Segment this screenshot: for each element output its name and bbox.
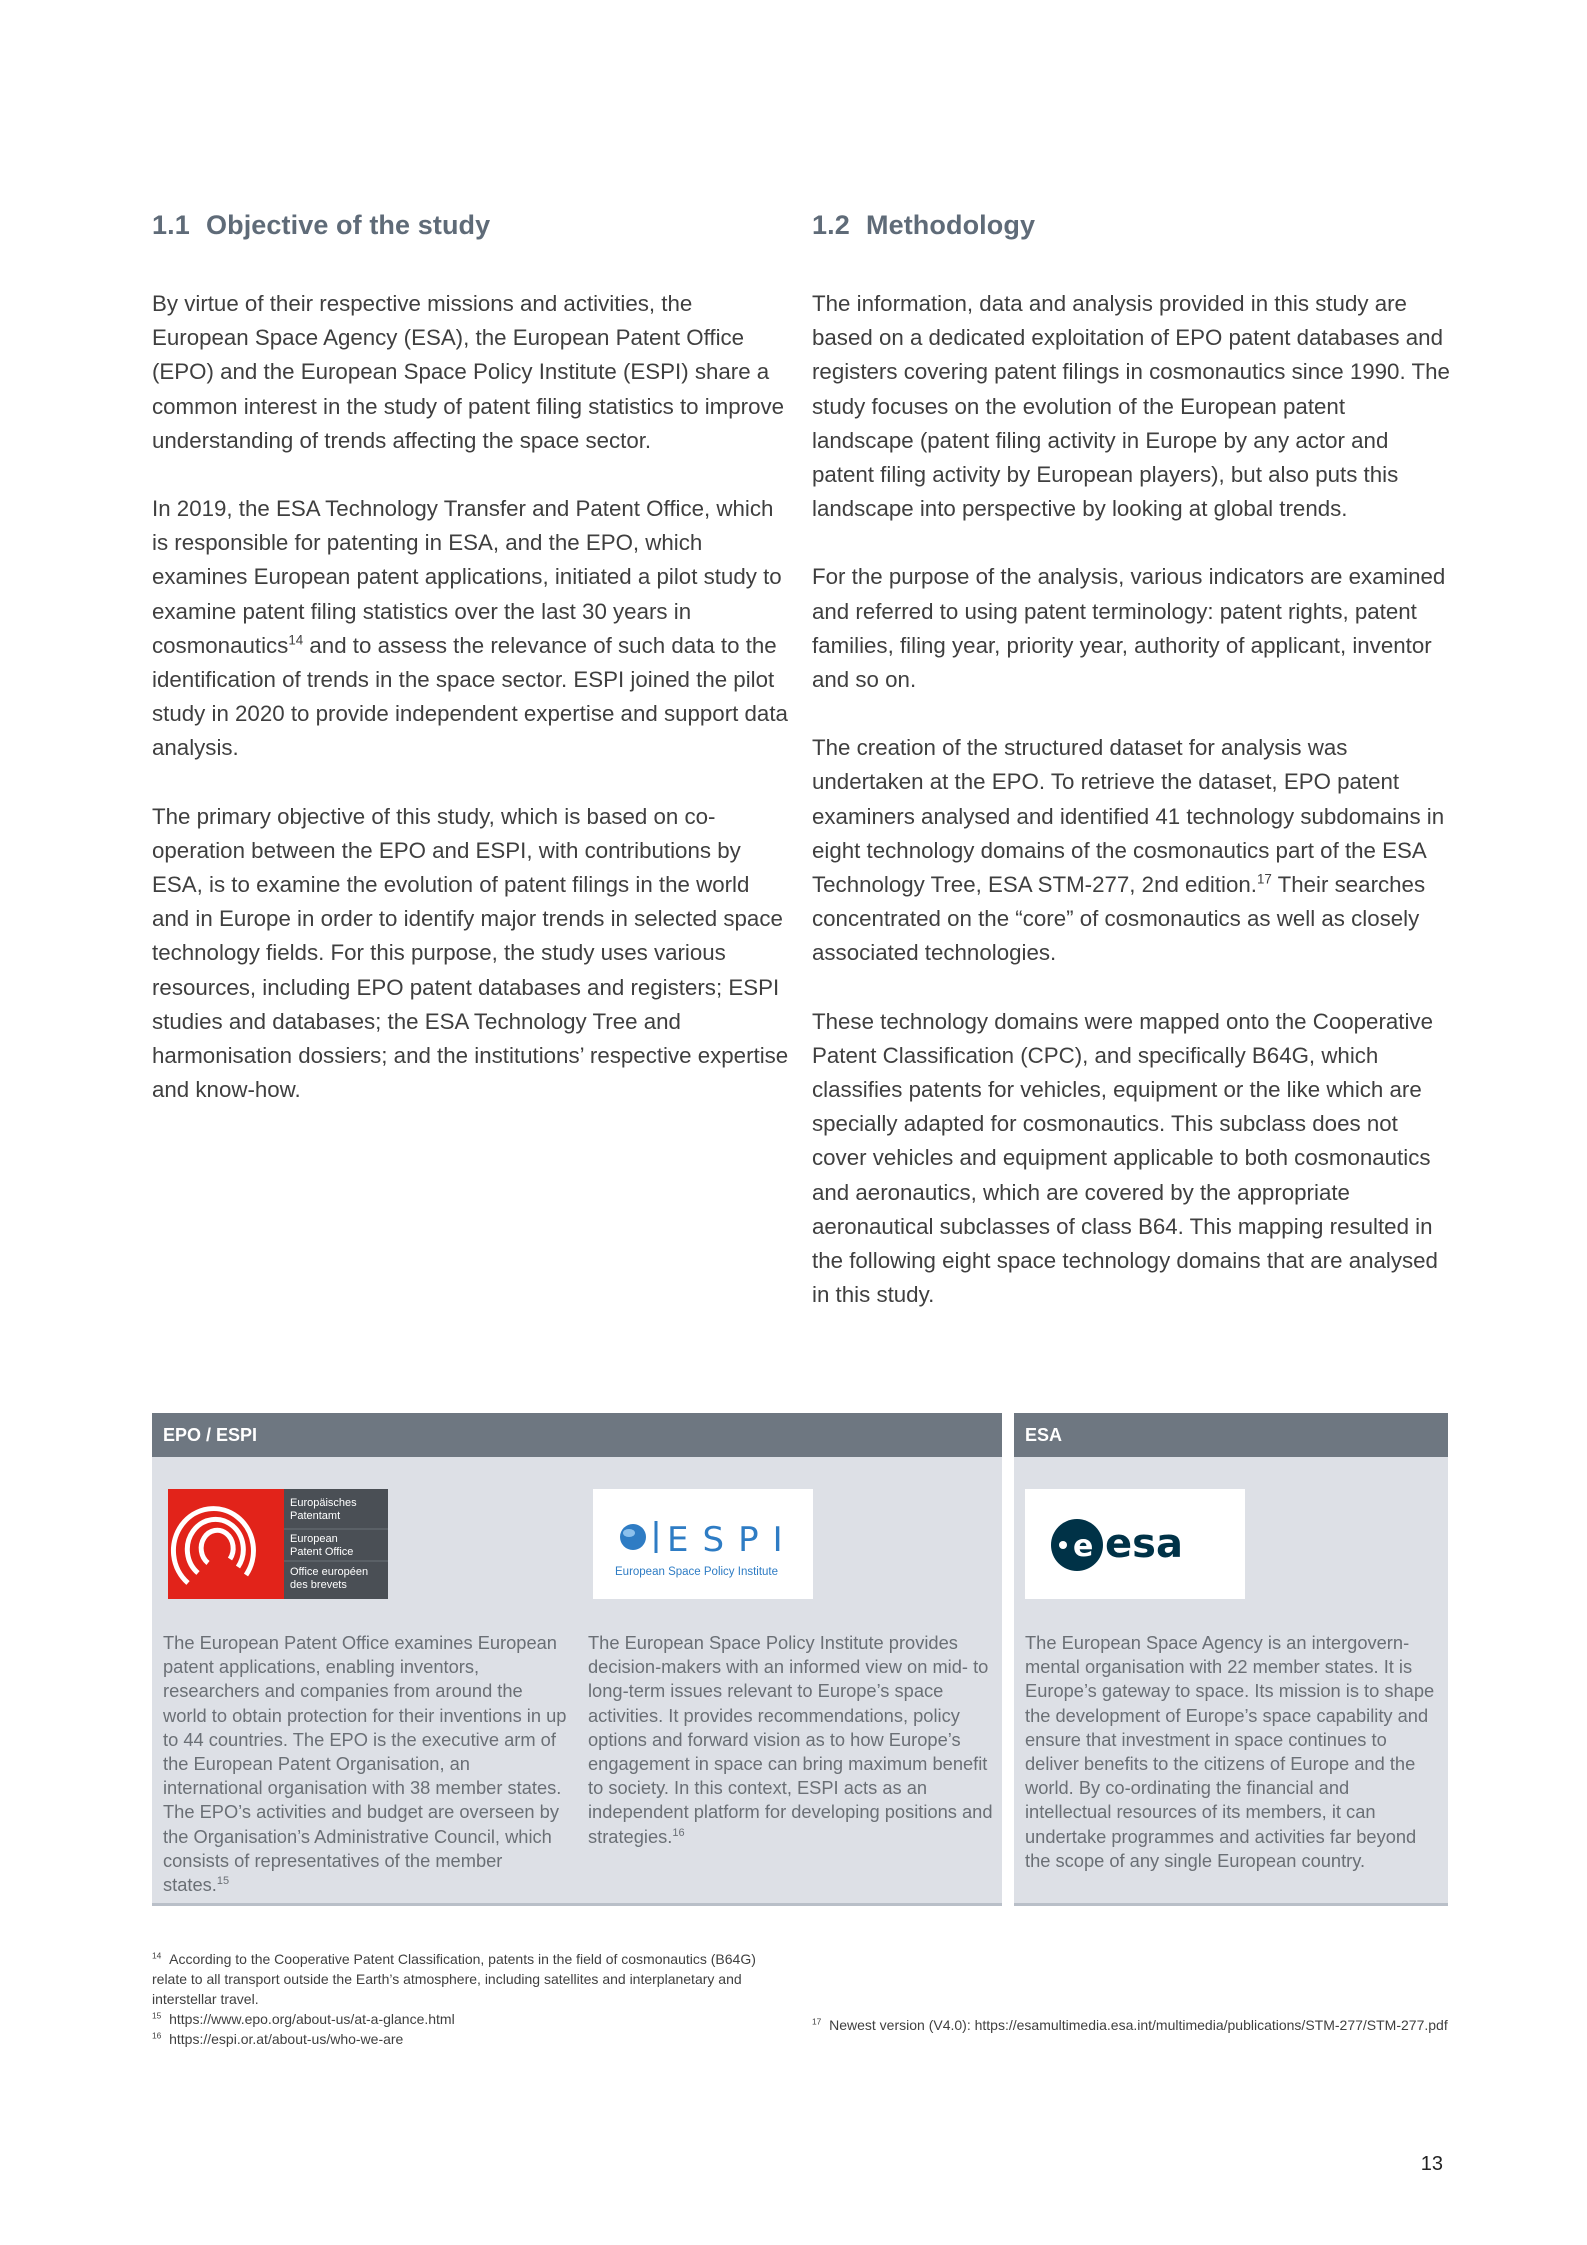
footnote-15: $^{15}$ https://www.epo.org/about-us/at-a-glance.html — [152, 2010, 455, 2027]
epo-logo-graphic — [168, 1489, 388, 1599]
esa-box — [1014, 1413, 1448, 1906]
epo-logo-line: Patent Office — [290, 1546, 354, 1558]
paragraph: By virtue of their respective missions and activities, the European Space Agency (ESA), the European Patent Office (EPO) and the European Space Policy Institute (ESPI) share a common interest in the study of patent filing statistics to improve understanding of trends affecting the space sector. — [152, 291, 785, 453]
paragraph: The information, data and analysis provided in this study are based on a dedicated exploitation of EPO patent databases and registers covering patent filings in cosmonautics since 1990. The study focuses on the evolution of the European patent landscape (patent filing activity in Europe by any actor and patent filing activity by European players), but also puts this landscape into perspective by looking at global trends. — [812, 291, 1450, 522]
footnote-14: $^{14}$ According to the Cooperative Patent Classification, patents in the field of cosmonautics (B64G) relate to all transport outside the Earth’s atmosphere, including satellites and interplanetary and interstellar travel. — [152, 1950, 756, 2007]
epo-logo — [168, 1489, 388, 1599]
esa-description: The European Space Agency is an intergovernmental organisation with 22 member states. It is Europe’s gateway to space. Its mission is to shape the development of Europe’s space capability and ensure that investment in space continues to deliver benefits to the citizens of Europe and the world. By co-ordinating the financial and intellectual resources of its members, it can undertake programmes and activities far beyond the scope of any single European country. — [1025, 1632, 1435, 1871]
section-heading-methodology: 1.2 Methodology — [812, 210, 1036, 240]
svg-text:e: e — [1073, 1529, 1094, 1564]
footnote-link[interactable]: Newest version (V4.0): https://esamultimedia.esa.int/multimedia/publications/STM-277/STM-277.pdf — [829, 2017, 1448, 2033]
epo-description: The European Patent Office examines European patent applications, enabling inventors, researchers and companies from around the world to obtain protection for their inventions in up to 44 countries. The EPO is the executive arm of the European Patent Organisation, an international organisation with 38 member states. The EPO’s activities and budget are overseen by the Organisation’s Administrative Council, which consists of representatives of the member states.$^{15}$ — [163, 1632, 567, 1896]
footnote-link[interactable]: https://espi.or.at/about-us/who-we-are — [169, 2031, 404, 2047]
globe-icon — [620, 1524, 646, 1550]
epo-logo-line: des brevets — [290, 1579, 347, 1591]
box-header-epo-espi: EPO / ESPI — [152, 1413, 1002, 1457]
paragraph: The primary objective of this study, which is based on co-operation between the EPO and ESPI, with contributions by ESA, is to examine the evolution of patent filings in the world and in Europe in order to identify major trends in selected space technology fields. For this purpose, the study uses various resources, including EPO patent databases and registers; ESPI studies and databases; the ESA Technology Tree and harmonisation dossiers; and the institutions’ respective expertise and know-how. — [152, 803, 789, 1103]
footnote-ref: 14 — [288, 632, 304, 648]
footnote-ref: 16 — [672, 1826, 685, 1839]
paragraph: For the purpose of the analysis, various indicators are examined and referred to using patent terminology: patent rights, patent families, filing year, priority year, authority of applicant, inventor and so on. — [812, 564, 1446, 693]
esa-logo-word: esa — [1105, 1521, 1183, 1567]
paragraph: The creation of the structured dataset for analysis was undertaken at the EPO. To retrieve the dataset, EPO patent examiners analysed and identified 41 technology subdomains in eight technology domains of the cosmonautics part of the ESA Technology Tree, ESA STM-277, 2nd edition.$^{17}$ Their searches concentrated on the “core” of cosmonautics as well as closely associated technologies. — [812, 735, 1445, 966]
espi-logo-word: ESPI — [667, 1520, 797, 1560]
section-objective — [152, 210, 792, 1141]
esa-logo-graphic — [1025, 1489, 1245, 1599]
espi-logo-graphic — [593, 1489, 813, 1599]
paragraph: These technology domains were mapped onto the Cooperative Patent Classification (CPC), and specifically B64G, which classifies patents for vehicles, equipment or the like which are specially adapted for cosmonautics. This subclass does not cover vehicles and equipment applicable to both cosmonautics and aeronautics, which are covered by the appropriate aeronautical subclasses of class B64. This mapping resulted in the following eight space technology domains that are analysed in this study. — [812, 1008, 1438, 1308]
box-header-esa: ESA — [1014, 1413, 1448, 1457]
footnote-link[interactable]: https://www.epo.org/about-us/at-a-glance.html — [169, 2011, 455, 2027]
epo-logo-line: Europäisches — [290, 1497, 357, 1509]
section-methodology — [812, 210, 1452, 1346]
epo-logo-line: Patentamt — [290, 1510, 341, 1522]
epo-espi-box — [152, 1413, 1002, 1906]
footnote-17: $^{17}$ Newest version (V4.0): https://esamultimedia.esa.int/multimedia/publications/STM-277/STM-277.pdf — [812, 2016, 1448, 2033]
footnote-16: $^{16}$ https://espi.or.at/about-us/who-we-are — [152, 2030, 404, 2047]
epo-logo-line: European — [290, 1533, 338, 1545]
paragraph: In 2019, the ESA Technology Transfer and Patent Office, which is responsible for patenting in ESA, and the EPO, which examines European patent applications, initiated a pilot study to examine patent filing statistics over the last 30 years in cosmonautics$^{14}$ and to assess the relevance of such data to the identification of trends in the space sector. ESPI joined the pilot study in 2020 to provide independent expertise and support data analysis. — [152, 496, 788, 761]
espi-logo — [593, 1489, 813, 1599]
esa-logo — [1025, 1489, 1245, 1599]
footnotes-left — [152, 1949, 792, 2049]
page-number: 13 — [1420, 2153, 1443, 2175]
footnote-ref: 17 — [1256, 871, 1272, 887]
section-heading-objective: 1.1 Objective of the study — [152, 210, 491, 240]
institution-boxes — [152, 1413, 1448, 1906]
footnotes-right — [812, 2015, 1452, 2035]
espi-logo-subtitle: European Space Policy Institute — [615, 1566, 779, 1578]
footnote-ref: 15 — [216, 1874, 230, 1887]
epo-logo-line: Office européen — [290, 1566, 369, 1578]
espi-description: The European Space Policy Institute provides decision-makers with an informed view on mid- to long-term issues relevant to Europe’s space activities. It provides recommendations, policy options and forward vision as to how Europe’s engagement in space can bring maximum benefit to society. In this context, ESPI acts as an independent platform for developing positions and strategies.$^{16}$ — [588, 1632, 993, 1847]
